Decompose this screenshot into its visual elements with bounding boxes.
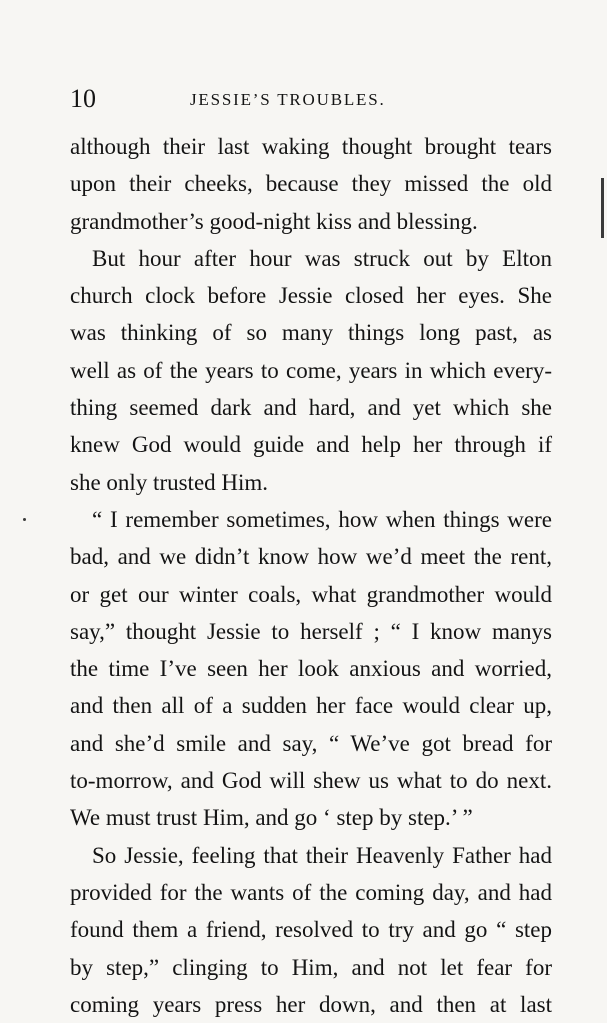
text-line: was thinking of so many things long past, as (70, 320, 552, 346)
text-line: found them a friend, resolved to try and go “ step (70, 917, 552, 943)
page-number: 10 (70, 84, 96, 113)
running-head: JESSIE’S TROUBLES. (190, 90, 386, 109)
text-line: knew God would guide and help her through if (70, 432, 552, 458)
scan-speck (23, 518, 26, 521)
text-line: to-morrow, and God will shew us what to do next. (70, 768, 552, 794)
text-body (70, 128, 552, 1023)
text-line: say,” thought Jessie to herself ; “ I know manys (70, 618, 552, 644)
paragraph (70, 837, 552, 1023)
text-line: provided for the wants of the coming day, and had (70, 879, 552, 905)
text-line: church clock before Jessie closed her eyes. She (70, 283, 552, 309)
text-line: and she’d smile and say, “ We’ve got bread for (70, 730, 552, 756)
paragraph (70, 128, 552, 240)
text-line: But hour after hour was struck out by Elton (92, 245, 552, 271)
text-line: coming years press her down, and then at last (70, 991, 552, 1017)
page-header (70, 82, 545, 116)
text-line: well as of the years to come, years in which every- (70, 357, 552, 383)
paragraph (70, 501, 552, 837)
text-line: So Jessie, feeling that their Heavenly Father had (92, 842, 552, 868)
text-line: “ I remember sometimes, how when things were (92, 506, 552, 532)
text-line: We must trust Him, and go ‘ step by step.’ ” (70, 805, 473, 831)
text-line: or get our winter coals, what grandmother would (70, 581, 552, 607)
text-line: bad, and we didn’t know how we’d meet the rent, (70, 544, 552, 570)
scan-mark-right-edge (601, 178, 604, 238)
paragraph (70, 240, 552, 501)
text-line: upon their cheeks, because they missed the old (70, 171, 552, 197)
text-line: by step,” clinging to Him, and not let fear for (70, 954, 552, 980)
text-line: the time I’ve seen her look anxious and worried, (70, 656, 552, 682)
text-line: she only trusted Him. (70, 469, 269, 495)
text-line: although their last waking thought brought tears (70, 134, 552, 159)
text-line: grandmother’s good-night kiss and blessing. (70, 208, 478, 234)
text-line: thing seemed dark and hard, and yet which she (70, 395, 552, 421)
text-line: and then all of a sudden her face would clear up, (70, 693, 552, 719)
